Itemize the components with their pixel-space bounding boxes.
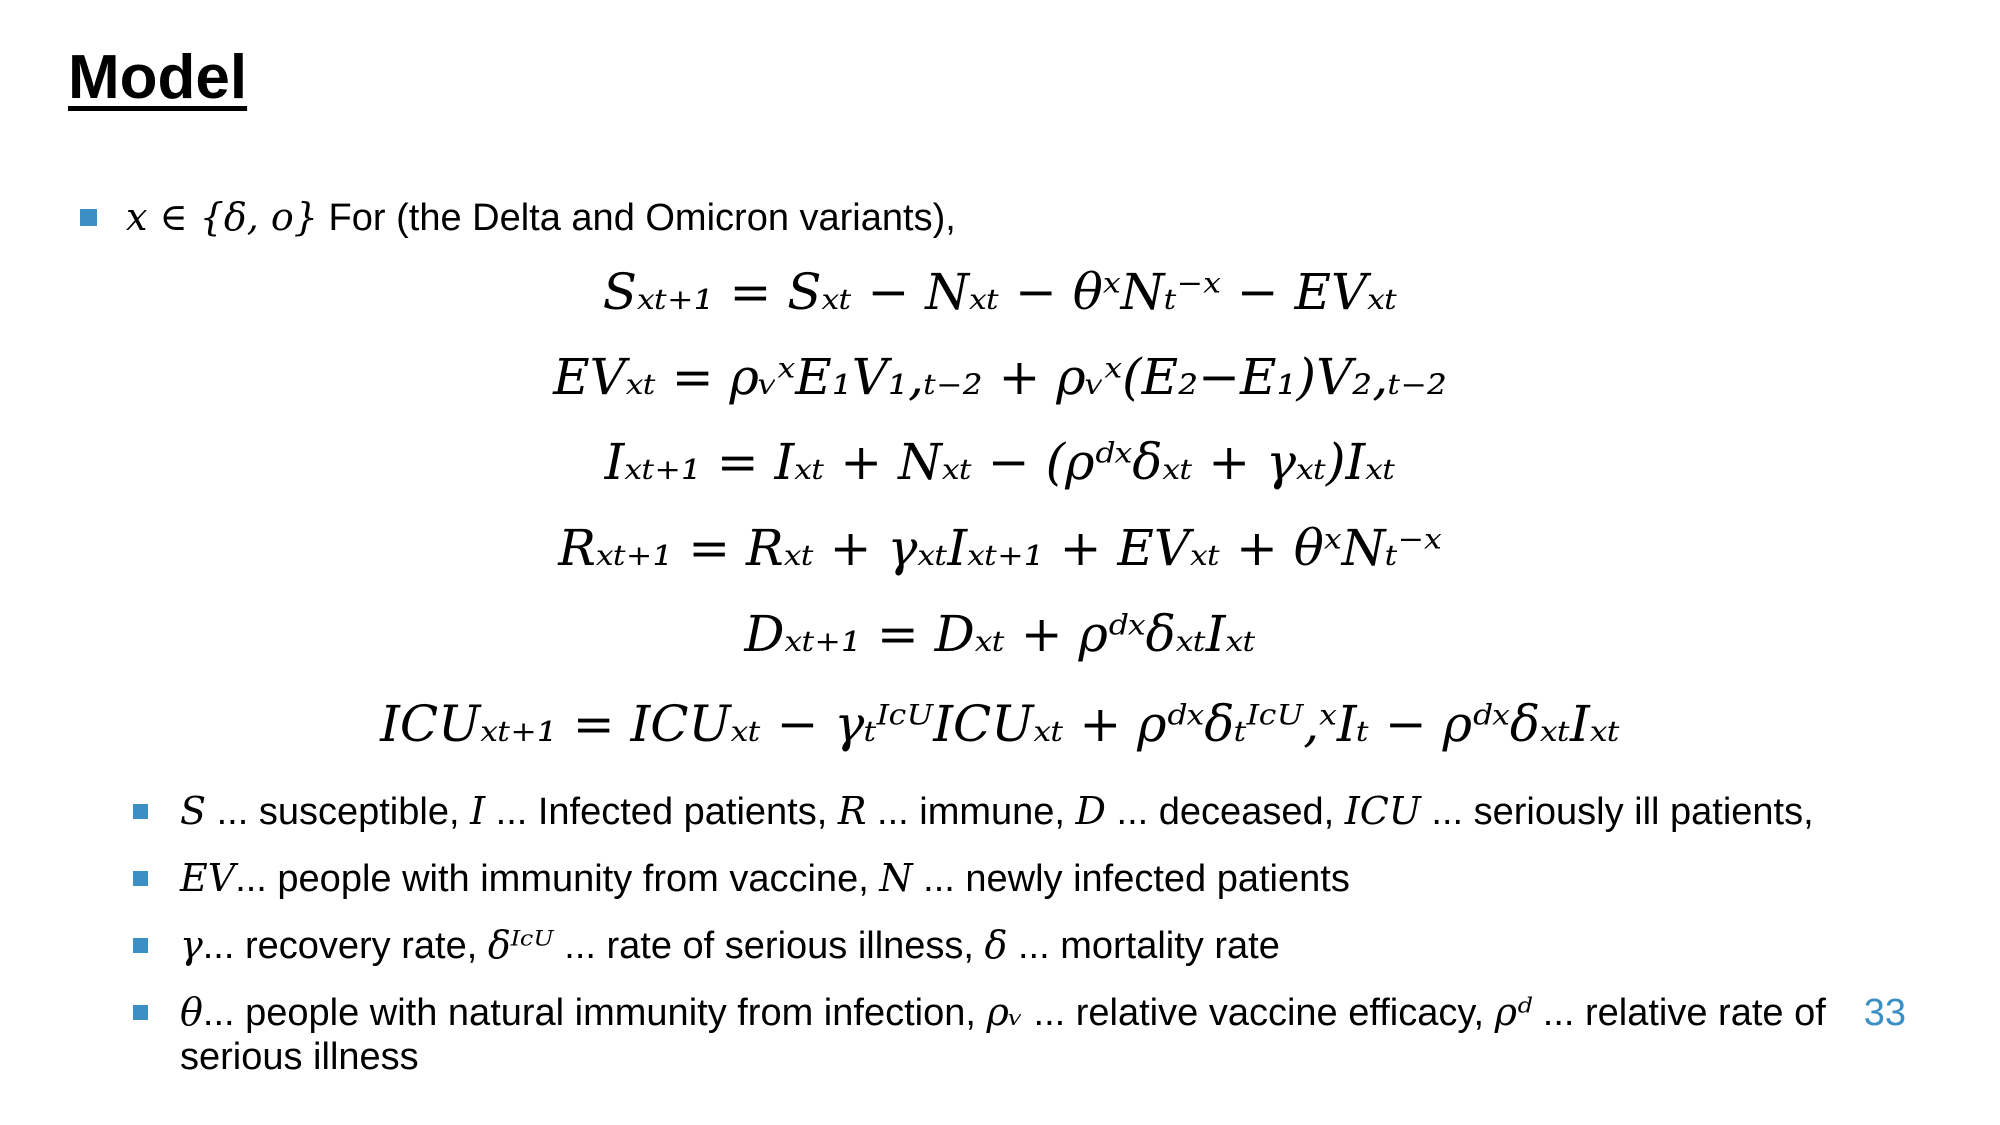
equation-infected (0, 432, 2000, 492)
legend-text: ... Infected patients, (485, 791, 838, 833)
equation-text: Sₓₜ₊₁ = Sₓₜ − Nₓₜ − θˣNₜ⁻ˣ − EVₓₜ (602, 263, 1398, 321)
legend-math: R (837, 789, 867, 833)
equation-text: Dₓₜ₊₁ = Dₓₜ + ρᵈˣδₓₜIₓₜ (744, 605, 1256, 663)
legend-text: ... rate of serious illness, (553, 925, 985, 967)
bullet-marker (133, 871, 148, 886)
legend-line-2 (180, 855, 1350, 902)
bullet-marker (80, 209, 97, 226)
intro-line (126, 194, 956, 241)
legend-text: ... mortality rate (1007, 925, 1280, 967)
legend-math: ρᵈ (1494, 990, 1533, 1034)
legend-line-3 (180, 922, 1280, 969)
legend-text: ... relative rate of (1532, 992, 1826, 1034)
legend-text: ... recovery rate, (202, 925, 488, 967)
legend-line-1 (180, 788, 1814, 835)
equation-deceased (0, 604, 2000, 664)
equation-vaccine-immunity (0, 347, 2000, 407)
legend-math: EV (180, 856, 236, 900)
legend-math: δ (984, 923, 1008, 967)
legend-text: ... susceptible, (206, 791, 471, 833)
equation-icu (0, 694, 2000, 754)
legend-math: ICU (1344, 789, 1421, 833)
legend-line-4-continuation: serious illness (180, 1036, 419, 1078)
legend-math: θ (180, 990, 203, 1034)
equation-immune (0, 518, 2000, 578)
intro-math: x ∈ {δ, o} (126, 195, 318, 239)
bullet-marker (133, 938, 148, 953)
legend-text: ... seriously ill patients, (1420, 791, 1814, 833)
equation-text: Rₓₜ₊₁ = Rₓₜ + γₓₜIₓₜ₊₁ + EVₓₜ + θˣNₜ⁻ˣ (558, 519, 1442, 577)
legend-text: ... immune, (866, 791, 1076, 833)
legend-math: D (1075, 789, 1106, 833)
intro-text: For (the Delta and Omicron variants), (318, 197, 956, 239)
slide-title: Model (68, 43, 248, 112)
legend-math: I (470, 789, 486, 833)
legend-math: ρᵥ (986, 990, 1023, 1034)
equation-text: ICUₓₜ₊₁ = ICUₓₜ − γₜᴵᶜᵁICUₓₜ + ρᵈˣδₜᴵᶜᵁ,ˣIₜ − ρᵈˣδₓₜIₓₜ (380, 695, 1620, 753)
bullet-marker (133, 1005, 148, 1020)
legend-text: ... deceased, (1106, 791, 1345, 833)
bullet-marker (133, 804, 148, 819)
legend-text: ... relative vaccine efficacy, (1022, 992, 1495, 1034)
equation-text: Iₓₜ₊₁ = Iₓₜ + Nₓₜ − (ρᵈˣδₓₜ + γₓₜ)Iₓₜ (604, 433, 1396, 491)
equation-text: EVₓₜ = ρᵥˣE₁V₁,ₜ₋₂ + ρᵥˣ(E₂−E₁)V₂,ₜ₋₂ (553, 348, 1447, 406)
legend-text: ... people with immunity from vaccine, (235, 858, 880, 900)
page-number: 33 (1863, 992, 1906, 1034)
legend-math: N (879, 856, 913, 900)
legend-line-4 (180, 989, 1826, 1036)
equation-susceptible (0, 262, 2000, 322)
legend-text: ... newly infected patients (912, 858, 1350, 900)
legend-math: S (180, 789, 207, 833)
legend-text: ... people with natural immunity from infection, (202, 992, 987, 1034)
legend-math: δᴵᶜᵁ (487, 923, 554, 967)
legend-math: γ (180, 923, 203, 967)
